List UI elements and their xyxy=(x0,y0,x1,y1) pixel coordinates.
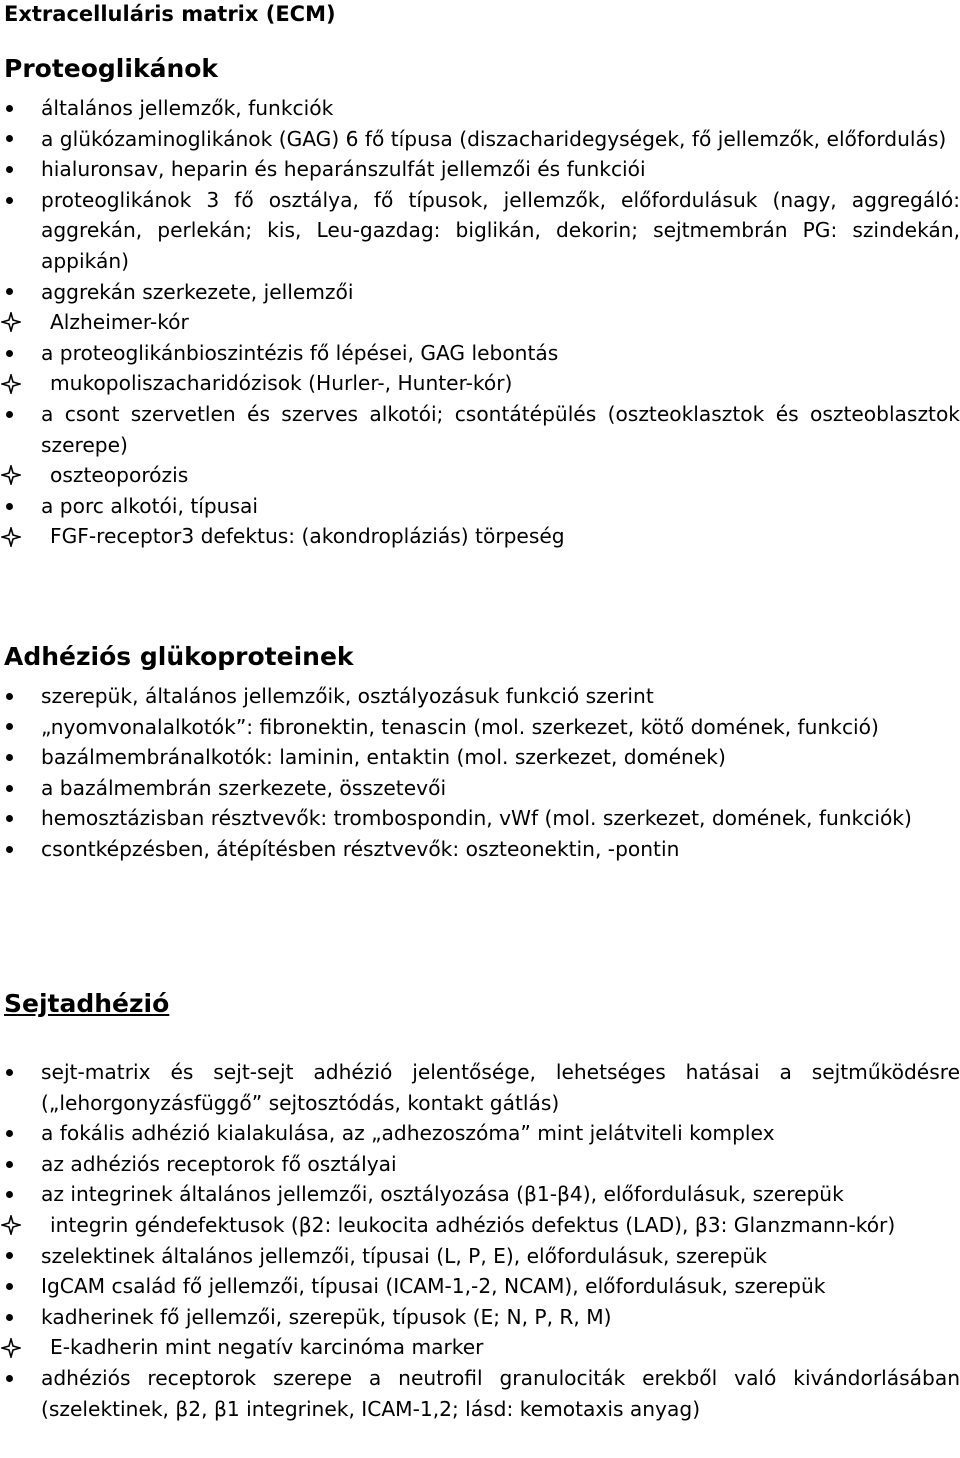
bullet-icon xyxy=(0,834,30,865)
list-item xyxy=(0,1179,960,1210)
page-title: Extracelluláris matrix (ECM) xyxy=(4,2,336,26)
list-item-text: az adhéziós receptorok fő osztályai xyxy=(41,1151,397,1176)
bullet-icon xyxy=(0,277,30,308)
bullet-icon xyxy=(0,1179,30,1210)
list-item xyxy=(0,742,960,773)
bullet-icon xyxy=(0,338,30,369)
list-item-text: IgCAM család fő jellemzői, típusai (ICAM-1,-2, NCAM), előfordulásuk, szerepük xyxy=(41,1274,826,1299)
list-item xyxy=(0,399,960,460)
list-item xyxy=(0,712,960,743)
list-item-text: csontképzésben, átépítésben résztvevők: oszteonektin, -pontin xyxy=(41,836,680,861)
bullet-icon xyxy=(0,712,30,743)
list-item-text: adhéziós receptorok szerepe a neutrofil granulociták erekből való kivándorlásában (szelektinek, β2, β1 integrinek, ICAM-1,2; lásd: kemotaxis anyag) xyxy=(41,1365,960,1421)
list-item xyxy=(0,338,960,369)
list-item xyxy=(0,834,960,865)
list-item-text: a glükózaminoglikánok (GAG) 6 fő típusa (diszacharidegységek, fő jellemzők, előfordulás) xyxy=(41,126,947,151)
list-item xyxy=(0,368,960,399)
list-item xyxy=(0,124,960,155)
list-item xyxy=(0,154,960,185)
diamond-bullet-icon xyxy=(0,307,30,338)
list-item-text: Alzheimer-kór xyxy=(50,310,189,335)
section-heading-proteoglycans: Proteoglikánok xyxy=(4,54,219,83)
list-item-text: a csont szervetlen és szerves alkotói; csontátépülés (oszteoklasztok és oszteoblasztok szerepe) xyxy=(41,401,960,457)
list-item xyxy=(0,460,960,491)
proteoglycans-list xyxy=(0,93,960,552)
diamond-bullet-icon xyxy=(0,1332,30,1363)
list-item-text: hemosztázisban résztvevők: trombospondin, vWf (mol. szerkezet, domének, funkciók) xyxy=(41,806,912,831)
list-item-text: proteoglikánok 3 fő osztálya, fő típusok, jellemzők, előfordulásuk (nagy, aggregáló: aggrekán, perlekán; kis, Leu-gazdag: biglikán, dekorin; sejtmembrán PG: szindekán, appikán) xyxy=(41,187,960,273)
bullet-icon xyxy=(0,681,30,712)
adhesion-glycoproteins-list xyxy=(0,681,960,865)
list-item-text: szerepük, általános jellemzőik, osztályozásuk funkció szerint xyxy=(41,684,654,708)
bullet-icon xyxy=(0,399,30,430)
list-item xyxy=(0,773,960,804)
list-item xyxy=(0,93,960,124)
bullet-icon xyxy=(0,1057,30,1088)
list-item-text: a fokális adhézió kialakulása, az „adhezoszóma” mint jelátviteli komplex xyxy=(41,1121,775,1146)
list-item xyxy=(0,1149,960,1180)
list-item-text: a proteoglikánbioszintézis fő lépései, GAG lebontás xyxy=(41,340,559,365)
list-item-text: hialuronsav, heparin és heparánszulfát jellemzői és funkciói xyxy=(41,157,646,182)
cell-adhesion-list xyxy=(0,1057,960,1424)
bullet-icon xyxy=(0,154,30,185)
bullet-icon xyxy=(0,1118,30,1149)
bullet-icon xyxy=(0,1241,30,1272)
list-item-text: a porc alkotói, típusai xyxy=(41,493,258,518)
bullet-icon xyxy=(0,491,30,522)
list-item xyxy=(0,1271,960,1302)
list-item-text: aggrekán szerkezete, jellemzői xyxy=(41,279,354,304)
list-item-text: oszteoporózis xyxy=(50,463,189,488)
list-item xyxy=(0,521,960,552)
list-item-text: szelektinek általános jellemzői, típusai (L, P, E), előfordulásuk, szerepük xyxy=(41,1243,767,1268)
bullet-icon xyxy=(0,1363,30,1394)
list-item xyxy=(0,277,960,308)
list-item xyxy=(0,1057,960,1118)
list-item-text: „nyomvonalalkotók”: fibronektin, tenascin (mol. szerkezet, kötő domének, funkció) xyxy=(41,714,879,739)
diamond-bullet-icon xyxy=(0,368,30,399)
bullet-icon xyxy=(0,1302,30,1333)
section-heading-adhesion-glycoproteins: Adhéziós glükoproteinek xyxy=(4,642,354,671)
list-item-text: kadherinek fő jellemzői, szerepük, típusok (E; N, P, R, M) xyxy=(41,1304,612,1329)
bullet-icon xyxy=(0,93,30,124)
bullet-icon xyxy=(0,1149,30,1180)
list-item xyxy=(0,1210,960,1241)
list-item xyxy=(0,1332,960,1363)
list-item xyxy=(0,1302,960,1333)
list-item-text: integrin géndefektusok (β2: leukocita adhéziós defektus (LAD), β3: Glanzmann-kór) xyxy=(50,1212,896,1237)
diamond-bullet-icon xyxy=(0,521,30,552)
list-item xyxy=(0,185,960,277)
bullet-icon xyxy=(0,742,30,773)
list-item-text: bazálmembránalkotók: laminin, entaktin (mol. szerkezet, domének) xyxy=(41,745,726,770)
bullet-icon xyxy=(0,803,30,834)
bullet-icon xyxy=(0,124,30,155)
bullet-icon xyxy=(0,185,30,216)
list-item xyxy=(0,1241,960,1272)
list-item xyxy=(0,491,960,522)
list-item xyxy=(0,803,960,834)
diamond-bullet-icon xyxy=(0,460,30,491)
bullet-icon xyxy=(0,773,30,804)
list-item-text: mukopoliszacharidózisok (Hurler-, Hunter-kór) xyxy=(50,371,513,396)
bullet-icon xyxy=(0,1271,30,1302)
list-item xyxy=(0,1363,960,1424)
list-item-text: E-kadherin mint negatív karcinóma marker xyxy=(50,1335,484,1360)
list-item-text: FGF-receptor3 defektus: (akondropláziás) törpeség xyxy=(50,524,565,549)
list-item-text: általános jellemzők, funkciók xyxy=(41,96,334,120)
section-heading-cell-adhesion: Sejtadhézió xyxy=(4,989,170,1018)
list-item xyxy=(0,1118,960,1149)
list-item xyxy=(0,681,960,712)
list-item-text: sejt-matrix és sejt-sejt adhézió jelentősége, lehetséges hatásai a sejtműködésre („lehorgonyzásfüggő” sejtosztódás, kontakt gátlás) xyxy=(41,1060,960,1115)
list-item-text: az integrinek általános jellemzői, osztályozása (β1-β4), előfordulásuk, szerepük xyxy=(41,1182,844,1207)
list-item xyxy=(0,307,960,338)
diamond-bullet-icon xyxy=(0,1210,30,1241)
list-item-text: a bazálmembrán szerkezete, összetevői xyxy=(41,775,447,800)
